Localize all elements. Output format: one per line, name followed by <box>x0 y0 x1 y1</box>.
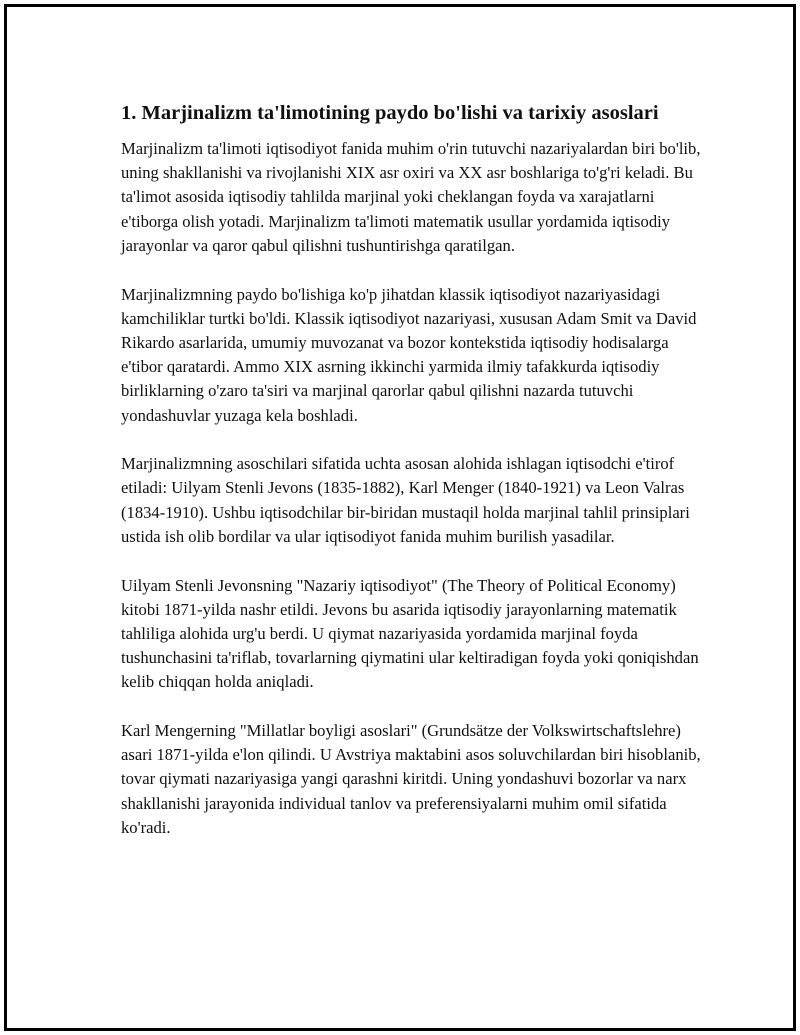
paragraph-founders: Marjinalizmning asoschilari sifatida uchta asosan alohida ishlagan iqtisodchi e'tirof etiladi: Uilyam Stenli Jevons (1835-1882), Karl Menger (1840-1921) va Leon Valras (1834-1910). Ushbu iqtisodchilar bir-biridan mustaqil holda marjinal tahlil prinsiplari ustida ish olib bordilar va ular iqtisodiyot fanida muhim burilish yasadilar. <box>121 454 690 546</box>
paragraph-menger: Karl Mengerning "Millatlar boyligi asoslari" (Grundsätze der Volkswirtschaftslehre) asari 1871-yilda e'lon qilindi. U Avstriya maktabini asos soluvchilardan biri hisoblanib, tovar qiymati nazariyasiga yangi qarashni kiritdi. Uning yondashuvi bozorlar va narx shakllanishi jarayonida individual tanlov va preferensiyalarni muhim omil sifatida ko'radi. <box>121 721 701 837</box>
page-frame <box>4 4 796 1031</box>
document-body <box>121 99 701 865</box>
paragraph-jevons: Uilyam Stenli Jevonsning "Nazariy iqtisodiyot" (The Theory of Political Economy) kitobi 1871-yilda nashr etildi. Jevons bu asarida iqtisodiy jarayonlarning matematik tahliliga alohida urg'u berdi. U qiymat nazariyasida yordamida marjinal foyda tushunchasini ta'riflab, tovarlarning qiymatini ular keltiradigan foyda yoki qoniqishdan kelib chiqqan holda aniqladi. <box>121 575 699 692</box>
paragraph-origins: Marjinalizmning paydo bo'lishiga ko'p jihatdan klassik iqtisodiyot nazariyasidagi kamchiliklar turtki bo'ldi. Klassik iqtisodiyot nazariyasi, xususan Adam Smit va David Rikardo asarlarida, umumiy muvozanat va bozor kontekstida iqtisodiy hodisalarga e'tibor qaratardi. Ammo XIX asrning ikkinchi yarmida ilmiy tafakkurda iqtisodiy birliklarning o'zaro ta'siri va marjinal qarorlar qabul qilishni nazarda tutuvchi yondashuvlar yuzaga kela boshladi. <box>121 284 697 425</box>
paragraph-intro: Marjinalizm ta'limoti iqtisodiyot fanida muhim o'rin tutuvchi nazariyalardan biri bo'lib, uning shakllanishi va rivojlanishi XIX asr oxiri va XX asr boshlariga to'g'ri keladi. Bu ta'limot asosida iqtisodiy tahlilda marjinal yoki cheklangan foyda va xarajatlarni e'tiborga olish yotadi. Marjinalizm ta'limoti matematik usullar yordamida iqtisodiy jarayonlar va qaror qabul qilishni tushuntirishga qaratilgan. <box>121 139 701 255</box>
section-heading: 1. Marjinalizm ta'limotining paydo bo'lishi va tarixiy asoslari <box>121 102 659 124</box>
